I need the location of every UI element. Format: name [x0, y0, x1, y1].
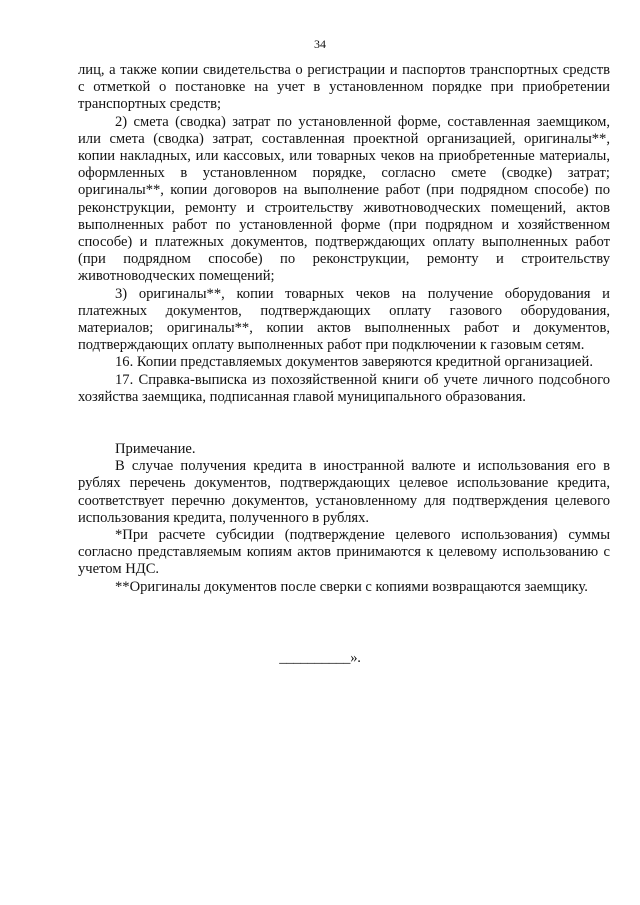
note-heading: Примечание. [115, 441, 196, 458]
paragraph-item-16: 16. Копии представляемых документов заверяются кредитной организацией. [115, 354, 593, 371]
note-paragraph-3: **Оригиналы документов после сверки с копиями возвращаются заемщику. [115, 578, 588, 595]
paragraph-continuation: лиц, а также копии свидетельства о регистрации и паспортов транспортных средств с отметкой о постановке на учет в установленном порядке при приобретении транспортных средств; [78, 62, 610, 113]
page-number: 34 [314, 37, 326, 51]
closing-line: __________». [279, 650, 361, 666]
paragraph-item-3: 3) оригиналы**, копии товарных чеков на получение оборудования и платежных документов, подтверждающих оплату газового оборудования, материалов; оригиналы**, копии актов выполненных работ и документов, подтверждающих оплату выполненных работ при подключении к газовым сетям. [78, 285, 610, 354]
document-body [78, 62, 610, 596]
paragraph-item-17: 17. Справка-выписка из похозяйственной книги об учете личного подсобного хозяйства заемщика, подписанная главой муниципального образования. [78, 371, 610, 405]
note-paragraph-1: В случае получения кредита в иностранной валюте и использования его в рублях перечень документов, подтверждающих целевое использование кредита, соответствует перечню документов, установленному для подтверждения целевого использования кредита, полученного в рублях. [78, 458, 610, 526]
paragraph-item-2: 2) смета (сводка) затрат по установленной форме, составленная заемщиком, или смета (сводка) затрат, составленная проектной организацией, оригиналы**, копии накладных, или кассовых, или товарных чеков на приобретенные материалы, оформленных в установленном порядке, согласно смете (сводке) затрат; оригиналы**, копии договоров на выполнение работ (при подрядном способе) по реконструкции, ремонту и строительству животноводческих помещений, актов выполненных работ по установленной форме (при подрядном и хозяйственном способе) и платежных документов, подтверждающих оплату выполненных работ (при подрядном способе) по реконструкции, ремонту и строительству животноводческих помещений; [78, 113, 610, 285]
section-spacer [78, 406, 610, 441]
note-paragraph-2: *При расчете субсидии (подтверждение целевого использования) суммы согласно представляемым копиям актов принимаются к целевому использованию с учетом НДС. [78, 527, 610, 578]
